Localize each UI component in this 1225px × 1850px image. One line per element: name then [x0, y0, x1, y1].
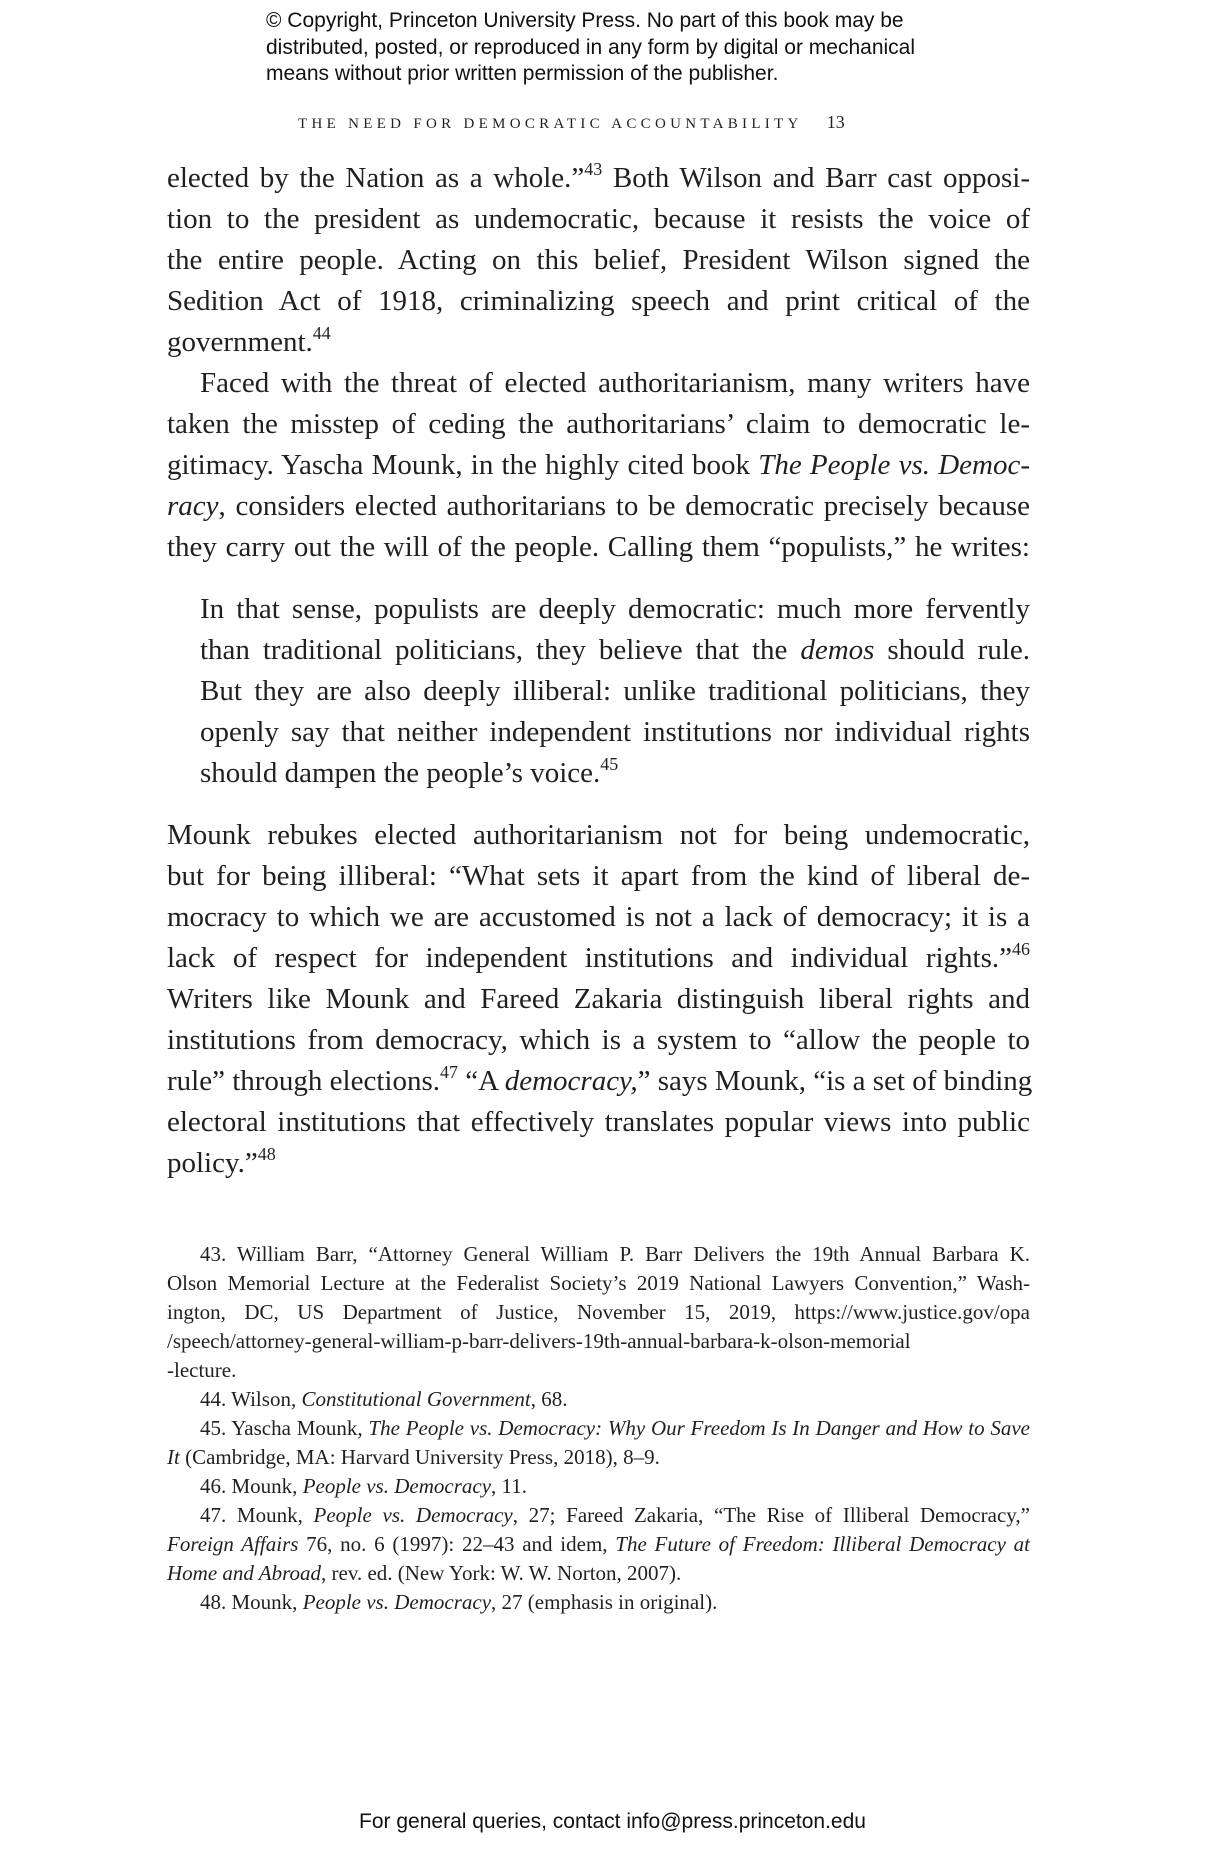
copyright-notice	[266, 8, 1026, 88]
copyright-line: means without prior written permission of the publisher.	[266, 62, 779, 85]
text-line: the entire people. Acting on this belief, President Wilson signed the	[167, 244, 1030, 276]
text-line: mocracy to which we are accustomed is not a lack of democracy; it is a	[167, 901, 1030, 933]
footnote-43-line: -lecture.	[167, 1358, 237, 1382]
footnote-ref-47[interactable]: 47	[440, 1062, 458, 1082]
quote-line: In that sense, populists are deeply democratic: much more fervently	[200, 593, 1030, 625]
text-line: electoral institutions that effectively translates popular views into public	[167, 1106, 1030, 1138]
quote-line: should dampen the people’s voice.$^{45}$	[200, 754, 619, 789]
footnote-45: It (Cambridge, MA: Harvard University Press, 2018), 8–9.	[167, 1445, 660, 1469]
footnote-43-line: ington, DC, US Department of Justice, November 15, 2019, https://www.justice.gov/opa	[167, 1300, 1030, 1324]
contact-text: For general queries, contact info@press.princeton.edu	[359, 1810, 866, 1833]
text-line: they carry out the will of the people. Calling them “populists,” he writes:	[167, 531, 1030, 563]
text-line: Writers like Mounk and Fareed Zakaria distinguish liberal rights and	[167, 983, 1030, 1015]
footnote-43-line: Olson Memorial Lecture at the Federalist Society’s 2019 National Lawyers Convention,” Wash-	[167, 1271, 1030, 1295]
copyright-line: distributed, posted, or reproduced in any form by digital or mechanical	[266, 35, 916, 59]
footnote-ref-44[interactable]: 44	[312, 323, 331, 343]
text-line: gitimacy. Yascha Mounk, in the highly cited book The People vs. Democ-	[167, 449, 1030, 481]
footnote-43-line: 43. William Barr, “Attorney General William P. Barr Delivers the 19th Annual Barbara K.	[200, 1242, 1030, 1266]
quote-line: But they are also deeply illiberal: unlike traditional politicians, they	[200, 675, 1030, 707]
footnote-ref-45[interactable]: 45	[600, 754, 619, 774]
text-line: lack of respect for independent institutions and individual rights.”$^{46}$	[167, 939, 1030, 974]
footnote-47: Foreign Affairs 76, no. 6 (1997): 22–43 and idem, The Future of Freedom: Illiberal Democracy at	[167, 1532, 1030, 1556]
footnote-45: 45. Yascha Mounk, The People vs. Democracy: Why Our Freedom Is In Danger and How to Save	[200, 1416, 1030, 1440]
footnote-47: Home and Abroad, rev. ed. (New York: W. W. Norton, 2007).	[167, 1561, 682, 1585]
text-line: but for being illiberal: “What sets it apart from the kind of liberal de-	[167, 860, 1030, 892]
text-line: government.$^{44}$	[167, 323, 331, 358]
page-footer	[0, 1810, 1225, 1834]
text-line: rule” through elections.$^{47}$ “A democracy,” says Mounk, “is a set of binding	[167, 1062, 1033, 1097]
footnote-44: 44. Wilson, Constitutional Government, 68.	[200, 1387, 568, 1411]
running-head	[298, 112, 1058, 133]
footnote-48: 48. Mounk, People vs. Democracy, 27 (emphasis in original).	[200, 1590, 718, 1614]
book-title: The People vs. Democ-	[758, 449, 1030, 481]
quote-line: openly say that neither independent institutions nor individual rights	[200, 716, 1030, 748]
text-line: Faced with the threat of elected authoritarianism, many writers have	[200, 367, 1030, 399]
book-title: racy	[167, 490, 219, 522]
running-head-title: THE NEED FOR DEMOCRATIC ACCOUNTABILITY	[298, 116, 803, 132]
text-line: tion to the president as undemocratic, because it resists the voice of	[167, 203, 1030, 235]
text-line: policy.”$^{48}$	[167, 1144, 276, 1179]
footnote-47: 47. Mounk, People vs. Democracy, 27; Fareed Zakaria, “The Rise of Illiberal Democracy,”	[200, 1503, 1030, 1527]
text-line: elected by the Nation as a whole.”$^{43}$ Both Wilson and Barr cast opposi-	[167, 159, 1030, 194]
copyright-line: © Copyright, Princeton University Press. No part of this book may be	[266, 9, 904, 32]
text-line: institutions from democracy, which is a system to “allow the people to	[167, 1024, 1030, 1056]
footnote-ref-48[interactable]: 48	[257, 1144, 276, 1164]
footnote-ref-43[interactable]: 43	[584, 159, 603, 179]
text-line: Mounk rebukes elected authoritarianism not for being undemocratic,	[167, 819, 1030, 851]
text-line: racy, considers elected authoritarians to be democratic precisely because	[167, 490, 1030, 522]
page-number: 13	[826, 112, 845, 132]
text-line: Sedition Act of 1918, criminalizing speech and print critical of the	[167, 285, 1030, 317]
footnote-43-line: /speech/attorney-general-william-p-barr-delivers-19th-annual-barbara-k-olson-memorial	[167, 1329, 911, 1353]
footnote-46: 46. Mounk, People vs. Democracy, 11.	[200, 1474, 528, 1498]
footnote-ref-46[interactable]: 46	[1012, 939, 1030, 959]
quote-line: than traditional politicians, they believe that the demos should rule.	[200, 634, 1030, 666]
text-line: taken the misstep of ceding the authoritarians’ claim to democratic le-	[167, 408, 1030, 440]
